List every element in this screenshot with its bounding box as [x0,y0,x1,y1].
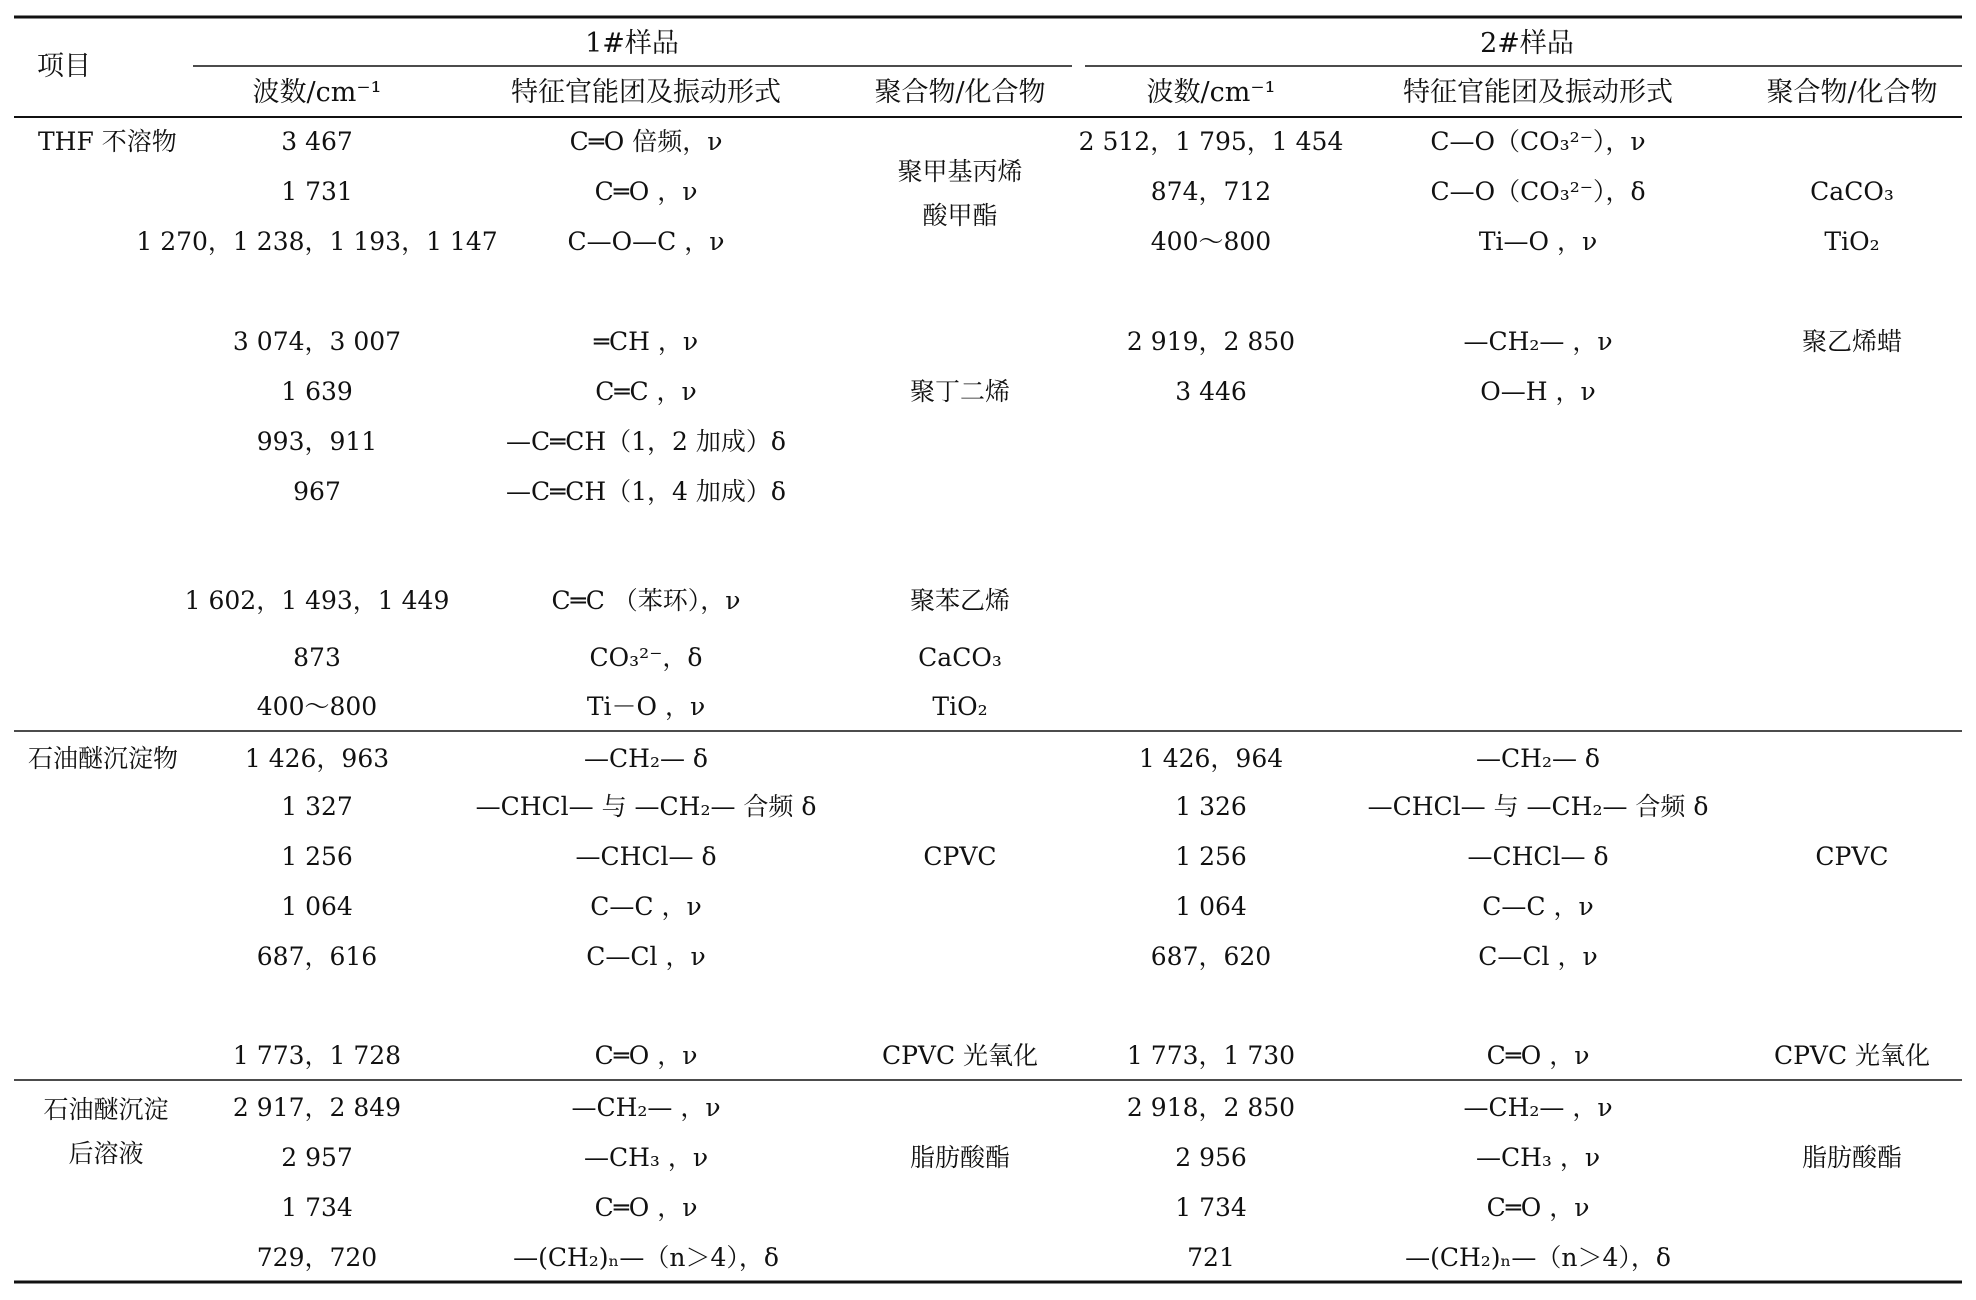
header-group-vibration-1: 特征官能团及振动形式 [511,77,781,108]
wavenumber-cell: 1 731 [281,177,353,206]
wavenumber-cell: 687，620 [1150,942,1272,971]
section-label-pe-solution: 石油醚沉淀 后溶液 [43,1095,169,1168]
vibration-cell: C═C ，ν [595,377,697,406]
vibration-cell: C═O ，ν [1486,1193,1590,1222]
wavenumber-cell: 3 446 [1175,377,1247,406]
polymer-cell: CaCO₃ [1810,177,1894,206]
wavenumber-cell: 2 918，2 850 [1126,1093,1296,1122]
vibration-cell: —C═CH（1，2 加成）δ [506,427,786,456]
vibration-cell: —CH₂— ，ν [1463,327,1613,356]
wavenumber-cell: 1 270，1 238，1 193，1 147 [136,227,498,256]
wavenumber-cell: 2 957 [281,1143,353,1172]
wavenumber-cell: 1 426，964 [1138,744,1284,773]
polymer-cell: 聚甲基丙烯 酸甲酯 [897,157,1023,230]
wavenumber-cell: 1 256 [281,842,353,871]
wavenumber-cell: 1 734 [1175,1193,1247,1222]
wavenumber-cell: 2 919，2 850 [1126,327,1296,356]
wavenumber-cell: 1 639 [281,377,353,406]
wavenumber-cell: 1 602，1 493，1 449 [184,586,450,615]
polymer-cell: 聚苯乙烯 [909,586,1011,615]
polymer-cell: CPVC [923,842,997,871]
vibration-cell: C═O ，ν [594,177,698,206]
vibration-cell: —CH₃ ，ν [1475,1143,1601,1172]
vibration-cell: —CHCl— 与 —CH₂— 合频 δ [1367,792,1709,821]
polymer-cell: CPVC 光氧化 [881,1041,1039,1070]
vibration-cell: C—O—C ，ν [567,227,725,256]
vibration-cell: —CH₂— δ [1476,744,1600,773]
wavenumber-cell: 687，616 [256,942,378,971]
vibration-cell: Ti—O ，ν [1478,227,1598,256]
header-group-vibration-2: 特征官能团及振动形式 [1403,77,1673,108]
header-polymer-1: 聚合物/化合物 [874,77,1046,108]
vibration-cell: —CHCl— 与 —CH₂— 合频 δ [475,792,817,821]
wavenumber-cell: 993，911 [256,427,378,456]
vibration-cell: —CHCl— δ [1467,842,1609,871]
header-sample2: 2#样品 [1480,28,1574,59]
wavenumber-cell: 1 256 [1175,842,1247,871]
polymer-cell: 聚乙烯蜡 [1801,327,1903,356]
section-label-pe-precipitate: 石油醚沉淀物 [28,744,179,773]
header-item: 项目 [37,51,91,82]
header-polymer-2: 聚合物/化合物 [1766,77,1938,108]
wavenumber-cell: 1 773，1 730 [1126,1041,1296,1070]
vibration-cell: —CH₂— ，ν [571,1093,721,1122]
vibration-cell: C—O（CO₃²⁻），ν [1430,127,1646,156]
polymer-cell: CaCO₃ [918,643,1002,672]
wavenumber-cell: 2 917，2 849 [232,1093,402,1122]
vibration-cell: C═C （苯环），ν [551,586,741,615]
wavenumber-cell: 2 956 [1175,1143,1247,1172]
header-sample1: 1#样品 [585,28,679,59]
vibration-cell: C—C ，ν [590,892,702,921]
vibration-cell: —(CH₂)ₙ—（n＞4），δ [1405,1243,1671,1272]
polymer-cell: CPVC 光氧化 [1773,1041,1931,1070]
vibration-cell: C═O 倍频，ν [569,127,723,156]
vibration-cell: —CH₂— δ [584,744,708,773]
vibration-cell: —CH₂— ，ν [1463,1093,1613,1122]
header-wavenumber-2: 波数/cm⁻¹ [1146,77,1276,108]
vibration-cell: O—H ，ν [1480,377,1596,406]
wavenumber-cell: 400～800 [1150,227,1272,256]
vibration-cell: —(CH₂)ₙ—（n＞4），δ [513,1243,779,1272]
vibration-cell: Ti－O ，ν [586,692,706,721]
vibration-cell: CO₃²⁻，δ [589,643,703,672]
polymer-cell: 脂肪酸酯 [1801,1143,1903,1172]
vibration-cell: C—O（CO₃²⁻），δ [1430,177,1646,206]
wavenumber-cell: 400～800 [256,692,378,721]
wavenumber-cell: 1 064 [281,892,353,921]
vibration-cell: C—C ，ν [1482,892,1594,921]
polymer-cell: CPVC [1815,842,1889,871]
wavenumber-cell: 1 064 [1175,892,1247,921]
wavenumber-cell: 3 467 [281,127,353,156]
header-wavenumber-1: 波数/cm⁻¹ [252,77,382,108]
wavenumber-cell: 873 [293,643,341,672]
wavenumber-cell: 1 327 [281,792,353,821]
polymer-cell: 聚丁二烯 [909,377,1011,406]
wavenumber-cell: 729，720 [256,1243,378,1272]
wavenumber-cell: 1 426，963 [244,744,390,773]
wavenumber-cell: 1 326 [1175,792,1247,821]
wavenumber-cell: 874，712 [1150,177,1272,206]
polymer-cell: 脂肪酸酯 [909,1143,1011,1172]
wavenumber-cell: 1 734 [281,1193,353,1222]
wavenumber-cell: 967 [293,477,341,506]
vibration-cell: —CHCl— δ [575,842,717,871]
wavenumber-cell: 3 074，3 007 [232,327,402,356]
polymer-cell: TiO₂ [932,692,988,721]
wavenumber-cell: 2 512，1 795，1 454 [1078,127,1344,156]
vibration-cell: C═O ，ν [594,1193,698,1222]
wavenumber-cell: 721 [1187,1243,1235,1272]
vibration-cell: C═O ，ν [594,1041,698,1070]
vibration-cell: —C═CH（1，4 加成）δ [506,477,786,506]
wavenumber-cell: 1 773，1 728 [232,1041,402,1070]
vibration-cell: —CH₃ ，ν [583,1143,709,1172]
vibration-cell: C—Cl ，ν [586,942,706,971]
section-label-thf-insoluble: THF 不溶物 [38,127,177,156]
vibration-cell: ═CH ，ν [593,327,699,356]
vibration-cell: C═O ，ν [1486,1041,1590,1070]
vibration-cell: C—Cl ，ν [1478,942,1598,971]
polymer-cell: TiO₂ [1824,227,1880,256]
